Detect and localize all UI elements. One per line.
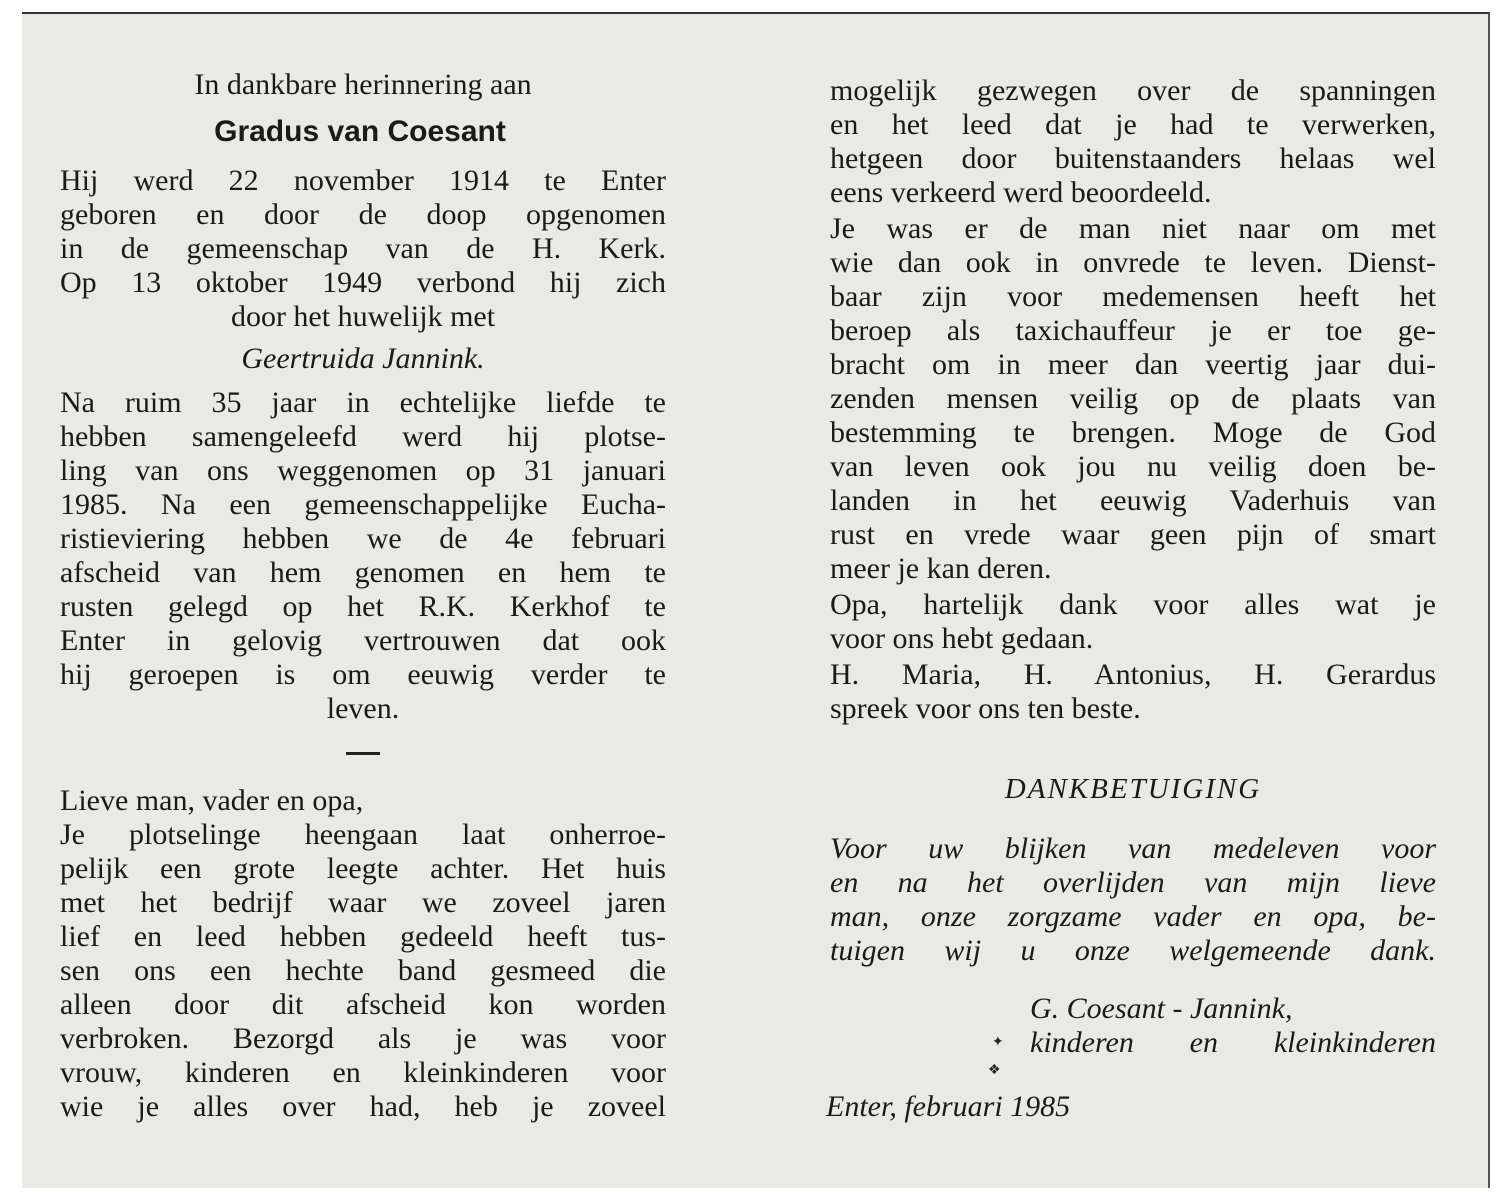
signature-family: kinderen en kleinkinderen: [1030, 1026, 1436, 1059]
place-date: Enter, februari 1985: [826, 1090, 1071, 1123]
letter-line-end: eens verkeerd werd beoordeeld.: [830, 176, 1212, 209]
birth-line: Hij werd 22 november 1914 te Enter: [60, 164, 666, 197]
letter-line: alleen door dit afscheid kon worden: [60, 988, 666, 1021]
paragraph-line: bracht om in meer dan veertig jaar dui-: [830, 348, 1436, 381]
passing-line: rusten gelegd op het R.K. Kerkhof te: [60, 590, 666, 623]
letter-line: met het bedrijf waar we zoveel jaren: [60, 886, 666, 919]
letter-line: lief en leed hebben gedeeld heeft tus-: [60, 920, 666, 953]
letter-line: hetgeen door buitenstaanders helaas wel: [830, 142, 1436, 175]
letter-line: en het leed dat je had te verwerken,: [830, 108, 1436, 141]
dank-line: Voor uw blijken van medeleven voor: [830, 832, 1436, 865]
dank-line: man, onze zorgzame vader en opa, be-: [830, 900, 1436, 933]
letter-line: mogelijk gezwegen over de spanningen: [830, 74, 1436, 107]
paragraph-line: landen in het eeuwig Vaderhuis van: [830, 484, 1436, 517]
saints-line-end: spreek voor ons ten beste.: [830, 692, 1141, 725]
saints-line: H. Maria, H. Antonius, H. Gerardus: [830, 658, 1436, 691]
paragraph-line: baar zijn voor medemensen heeft het: [830, 280, 1436, 313]
passing-line: 1985. Na een gemeenschappelijke Eucha-: [60, 488, 666, 521]
birth-line: Op 13 oktober 1949 verbond hij zich: [60, 266, 666, 299]
signature-name: G. Coesant - Jannink,: [1030, 992, 1293, 1025]
header-line: In dankbare herinnering aan: [194, 68, 532, 101]
thanks-line-end: voor ons hebt gedaan.: [830, 622, 1094, 655]
passing-line: afscheid van hem genomen en hem te: [60, 556, 666, 589]
paragraph-line: van leven ook jou nu veilig doen be-: [830, 450, 1436, 483]
passing-line: ling van ons weggenomen op 31 januari: [60, 454, 666, 487]
passing-line: Enter in gelovig vertrouwen dat ook: [60, 624, 666, 657]
birth-line: in de gemeenschap van de H. Kerk.: [60, 232, 666, 265]
paragraph-line: Je was er de man niet naar om met: [830, 212, 1436, 245]
letter-line: sen ons een hechte band gesmeed die: [60, 954, 666, 987]
paragraph-line: beroep als taxichauffeur je er toe ge-: [830, 314, 1436, 347]
passing-line: hebben samengeleefd werd hij plotse-: [60, 420, 666, 453]
greeting: Lieve man, vader en opa,: [60, 784, 364, 817]
section-divider: [346, 752, 380, 755]
dank-line: tuigen wij u onze welgemeende dank.: [830, 934, 1436, 967]
marriage-line: door het huwelijk met: [230, 300, 496, 333]
thanks-line: Opa, hartelijk dank voor alles wat je: [830, 588, 1436, 621]
dankbetuiging-title: DANKBETUIGING: [1004, 773, 1262, 805]
dank-line: en na het overlijden van mijn lieve: [830, 866, 1436, 899]
birth-line: geboren en door de doop opgenomen: [60, 198, 666, 231]
paragraph-line: wie dan ook in onvrede te leven. Dienst-: [830, 246, 1436, 279]
letter-line: pelijk een grote leegte achter. Het huis: [60, 852, 666, 885]
passing-line-last: leven.: [326, 692, 400, 725]
passing-line: Na ruim 35 jaar in echtelijke liefde te: [60, 386, 666, 419]
letter-line: verbroken. Bezorgd als je was voor: [60, 1022, 666, 1055]
passing-line: hij geroepen is om eeuwig verder te: [60, 658, 666, 691]
passing-line: ristieviering hebben we de 4e februari: [60, 522, 666, 555]
deceased-name: Gradus van Coesant: [214, 115, 506, 148]
letter-line: Je plotselinge heengaan laat onherroe-: [60, 818, 666, 851]
spouse-name: Geertruida Jannink.: [241, 342, 485, 375]
ornament-icon: ✦: [992, 1035, 1004, 1050]
memorial-card: [22, 12, 1490, 1188]
letter-line: vrouw, kinderen en kleinkinderen voor: [60, 1056, 666, 1089]
paragraph-line-end: meer je kan deren.: [830, 552, 1052, 585]
letter-line: wie je alles over had, heb je zoveel: [60, 1090, 666, 1123]
paragraph-line: rust en vrede waar geen pijn of smart: [830, 518, 1436, 551]
paragraph-line: bestemming te brengen. Moge de God: [830, 416, 1436, 449]
ornament-icon: ❖: [988, 1063, 1001, 1078]
paragraph-line: zenden mensen veilig op de plaats van: [830, 382, 1436, 415]
